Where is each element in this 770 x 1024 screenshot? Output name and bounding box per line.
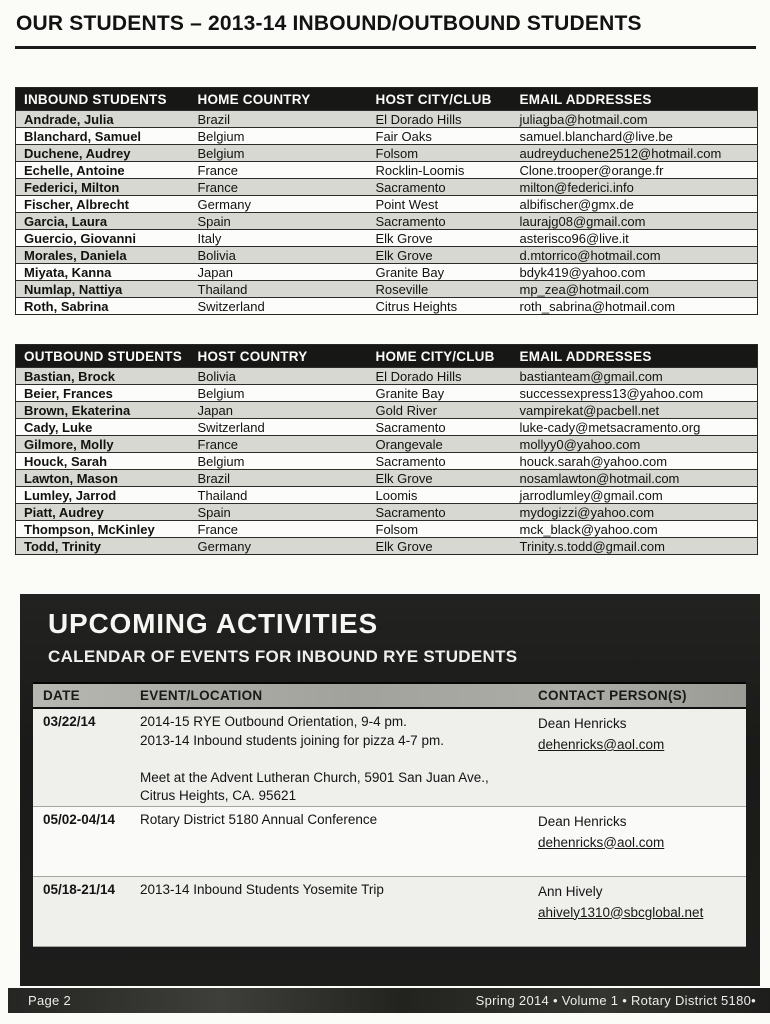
table-row [16,419,758,436]
calendar-row [33,877,746,947]
event-line: 2013-14 Inbound students joining for pizza 4-7 pm. [140,732,444,748]
student-name-cell: Todd, Trinity [16,538,190,555]
contact-email-link[interactable]: dehenricks@aol.com [538,737,665,752]
student-name-cell: Lawton, Mason [16,470,190,487]
table-row [16,504,758,521]
calendar-row [33,807,746,877]
city-club-cell: Elk Grove [368,247,512,264]
country-cell: Italy [190,230,368,247]
student-name-cell: Beier, Frances [16,385,190,402]
table-row [16,145,758,162]
country-cell: Belgium [190,453,368,470]
calendar-header-date: DATE [43,688,80,703]
calendar-body [33,709,746,947]
email-cell: mck_black@yahoo.com [512,521,758,538]
table-row [16,521,758,538]
city-club-cell: Elk Grove [368,470,512,487]
column-header: INBOUND STUDENTS [16,88,190,111]
student-name-cell: Miyata, Kanna [16,264,190,281]
outbound-table-body [16,368,758,555]
calendar-header-contact: CONTACT PERSON(S) [538,688,687,703]
footer-bar [8,988,770,1013]
event-date-cell: 05/02-04/14 [43,811,116,827]
contact-person-name: Ann Hively [538,883,603,899]
email-cell: audreyduchene2512@hotmail.com [512,145,758,162]
country-cell: France [190,436,368,453]
city-club-cell: El Dorado Hills [368,111,512,128]
student-name-cell: Thompson, McKinley [16,521,190,538]
email-cell: samuel.blanchard@live.be [512,128,758,145]
calendar-header-row [33,682,746,709]
contact-person-name: Dean Henricks [538,716,627,731]
column-header: OUTBOUND STUDENTS [16,345,190,368]
inbound-header-row [16,88,758,111]
column-header: EMAIL ADDRESSES [512,88,758,111]
column-header: EMAIL ADDRESSES [512,345,758,368]
country-cell: France [190,162,368,179]
student-name-cell: Morales, Daniela [16,247,190,264]
table-row [16,298,758,315]
country-cell: Brazil [190,470,368,487]
contact-cell [538,713,738,806]
event-line: 2013-14 Inbound Students Yosemite Trip [140,881,384,897]
upcoming-activities-section [20,594,760,986]
city-club-cell: Granite Bay [368,385,512,402]
email-cell: asterisco96@live.it [512,230,758,247]
footer-issue-info: Spring 2014 • Volume 1 • Rotary District 5180• [475,993,756,1008]
city-club-cell: Sacramento [368,213,512,230]
student-name-cell: Federici, Milton [16,179,190,196]
email-cell: d.mtorrico@hotmail.com [512,247,758,264]
country-cell: Thailand [190,487,368,504]
event-line: 2014-15 RYE Outbound Orientation, 9-4 pm. [140,714,407,729]
page-title: OUR STUDENTS – 2013-14 INBOUND/OUTBOUND STUDENTS [16,12,642,35]
city-club-cell: Orangevale [368,436,512,453]
email-cell: mydogizzi@yahoo.com [512,504,758,521]
email-cell: jarrodlumley@gmail.com [512,487,758,504]
event-description-cell [140,811,538,876]
city-club-cell: Loomis [368,487,512,504]
student-name-cell: Gilmore, Molly [16,436,190,453]
country-cell: Belgium [190,128,368,145]
email-cell: roth_sabrina@hotmail.com [512,298,758,315]
column-header: HOST COUNTRY [190,345,368,368]
email-cell: nosamlawton@hotmail.com [512,470,758,487]
table-row [16,247,758,264]
column-header: HOME COUNTRY [190,88,368,111]
student-name-cell: Garcia, Laura [16,213,190,230]
student-name-cell: Bastian, Brock [16,368,190,385]
table-row [16,385,758,402]
student-name-cell: Fischer, Albrecht [16,196,190,213]
city-club-cell: Gold River [368,402,512,419]
city-club-cell: Folsom [368,521,512,538]
table-row [16,230,758,247]
table-row [16,402,758,419]
email-cell: luke-cady@metsacramento.org [512,419,758,436]
city-club-cell: Elk Grove [368,230,512,247]
email-cell: juliagba@hotmail.com [512,111,758,128]
student-name-cell: Brown, Ekaterina [16,402,190,419]
activities-subtitle: CALENDAR OF EVENTS FOR INBOUND RYE STUDENTS [48,647,518,666]
event-line: Meet at the Advent Lutheran Church, 5901 San Juan Ave., [140,769,489,785]
country-cell: France [190,521,368,538]
email-cell: Clone.trooper@orange.fr [512,162,758,179]
table-row [16,111,758,128]
city-club-cell: Fair Oaks [368,128,512,145]
table-row [16,264,758,281]
title-rule [15,46,756,49]
event-date-cell: 05/18-21/14 [43,881,116,897]
country-cell: Brazil [190,111,368,128]
student-name-cell: Guercio, Giovanni [16,230,190,247]
calendar-row [33,709,746,807]
event-line [140,750,538,769]
student-name-cell: Roth, Sabrina [16,298,190,315]
student-name-cell: Duchene, Audrey [16,145,190,162]
student-name-cell: Cady, Luke [16,419,190,436]
email-cell: bdyk419@yahoo.com [512,264,758,281]
city-club-cell: Sacramento [368,419,512,436]
country-cell: Bolivia [190,368,368,385]
table-row [16,196,758,213]
outbound-header-row [16,345,758,368]
city-club-cell: Sacramento [368,453,512,470]
country-cell: Switzerland [190,419,368,436]
city-club-cell: Folsom [368,145,512,162]
country-cell: Belgium [190,385,368,402]
city-club-cell: El Dorado Hills [368,368,512,385]
email-cell: successexpress13@yahoo.com [512,385,758,402]
email-cell: laurajg08@gmail.com [512,213,758,230]
table-row [16,128,758,145]
email-cell: mp_zea@hotmail.com [512,281,758,298]
table-row [16,368,758,385]
city-club-cell: Roseville [368,281,512,298]
contact-email-link[interactable]: dehenricks@aol.com [538,834,665,850]
column-header: HOME CITY/CLUB [368,345,512,368]
outbound-students-table [15,344,758,555]
email-cell: bastianteam@gmail.com [512,368,758,385]
event-description-cell [140,713,538,806]
inbound-table-body [16,111,758,315]
city-club-cell: Citrus Heights [368,298,512,315]
footer-page-number: Page 2 [28,993,72,1008]
activities-title: UPCOMING ACTIVITIES [48,608,378,639]
contact-cell [538,811,738,876]
table-row [16,213,758,230]
city-club-cell: Sacramento [368,179,512,196]
event-line: Citrus Heights, CA. 95621 [140,788,297,803]
student-name-cell: Piatt, Audrey [16,504,190,521]
event-line: Rotary District 5180 Annual Conference [140,811,378,827]
contact-email-link[interactable]: ahively1310@sbcglobal.net [538,904,704,920]
table-row [16,538,758,555]
calendar-header-event: EVENT/LOCATION [140,688,263,703]
country-cell: Belgium [190,145,368,162]
email-cell: houck.sarah@yahoo.com [512,453,758,470]
email-cell: Trinity.s.todd@gmail.com [512,538,758,555]
city-club-cell: Point West [368,196,512,213]
country-cell: Spain [190,504,368,521]
country-cell: Bolivia [190,247,368,264]
country-cell: Thailand [190,281,368,298]
table-row [16,470,758,487]
city-club-cell: Rocklin-Loomis [368,162,512,179]
column-header: HOST CITY/CLUB [368,88,512,111]
event-date-cell: 03/22/14 [43,714,96,729]
student-name-cell: Andrade, Julia [16,111,190,128]
student-name-cell: Blanchard, Samuel [16,128,190,145]
country-cell: Japan [190,402,368,419]
email-cell: vampirekat@pacbell.net [512,402,758,419]
calendar-table [33,682,746,947]
contact-person-name: Dean Henricks [538,813,627,829]
country-cell: France [190,179,368,196]
student-name-cell: Houck, Sarah [16,453,190,470]
city-club-cell: Sacramento [368,504,512,521]
table-row [16,487,758,504]
table-row [16,436,758,453]
country-cell: Japan [190,264,368,281]
table-row [16,179,758,196]
country-cell: Germany [190,538,368,555]
event-description-cell [140,881,538,946]
table-row [16,281,758,298]
student-name-cell: Numlap, Nattiya [16,281,190,298]
table-row [16,162,758,179]
city-club-cell: Elk Grove [368,538,512,555]
city-club-cell: Granite Bay [368,264,512,281]
country-cell: Switzerland [190,298,368,315]
email-cell: milton@federici.info [512,179,758,196]
student-name-cell: Echelle, Antoine [16,162,190,179]
country-cell: Germany [190,196,368,213]
email-cell: mollyy0@yahoo.com [512,436,758,453]
inbound-students-table [15,87,758,315]
email-cell: albifischer@gmx.de [512,196,758,213]
country-cell: Spain [190,213,368,230]
table-row [16,453,758,470]
contact-cell [538,881,738,946]
student-name-cell: Lumley, Jarrod [16,487,190,504]
